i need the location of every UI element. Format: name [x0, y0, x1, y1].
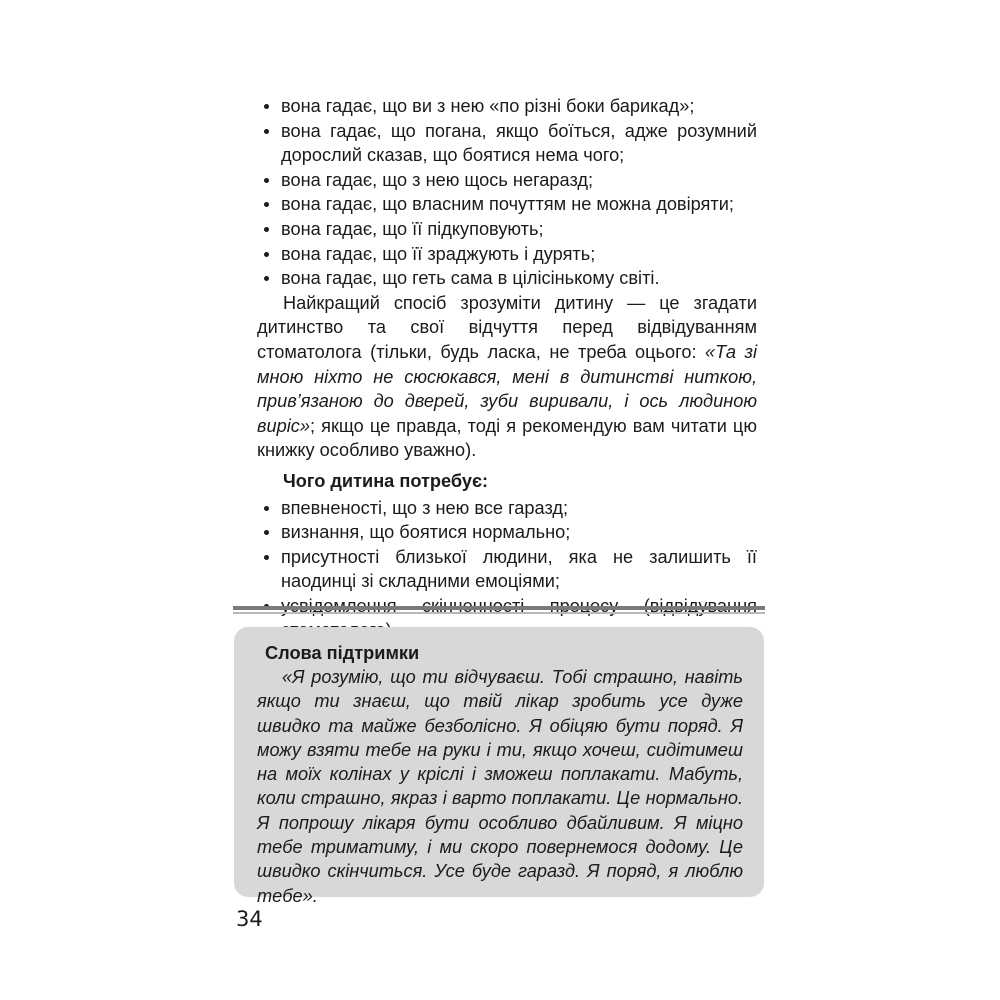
- list-item: вона гадає, що власним почуттям не можна довіряти;: [257, 192, 757, 217]
- page-number: 34: [236, 907, 263, 931]
- section-divider: [233, 606, 765, 610]
- child-thoughts-list: [257, 94, 757, 291]
- list-item: вона гадає, що її зраджують і дурять;: [257, 242, 757, 267]
- paragraph-text-end: ; якщо це правда, тоді я рекомендую вам читати цю книжку особливо уважно).: [257, 415, 757, 461]
- paragraph-text-start: Найкращий спосіб зрозуміти дитину — це згадати дитинство та свої відчуття перед відвідуванням стоматолога (тільки, будь ласка, не треба оцього:: [257, 292, 757, 362]
- section-divider-shadow: [233, 612, 765, 614]
- support-words-box: [234, 627, 764, 906]
- child-needs-list: [257, 496, 757, 644]
- list-item: вона гадає, що ви з нею «по різні боки барикад»;: [257, 94, 757, 119]
- list-item: присутності близької людини, яка не залишить її наодинці зі складними емоціями;: [257, 545, 757, 594]
- list-item: визнання, що боятися нормально;: [257, 520, 757, 545]
- list-item: вона гадає, що з нею щось негаразд;: [257, 168, 757, 193]
- body-paragraph: [257, 291, 757, 463]
- support-box-title: Слова підтримки: [265, 643, 420, 663]
- list-item: вона гадає, що її підкуповують;: [257, 217, 757, 242]
- list-item: впевненості, що з нею все гаразд;: [257, 496, 757, 521]
- support-quote: «Я розумію, що ти відчуваєш. Тобі страшно, навіть якщо ти знаєш, що твій лікар зробить усе дуже швидко та майже безболісно. Я обіцяю бути поряд. Я можу взяти тебе на руки і ти, якщо хочеш, сидітимеш на моїх колінах у кріслі і зможеш поплакати. Мабуть, коли страшно, якраз і варто поплакати. Це нормально. Я попрошу лікаря бути особливо дбайливим. Я міцно тебе триматиму, і ми скоро повернемося додому. Це швидко скінчиться. Усе буде гаразд. Я поряд, я люблю тебе».: [257, 667, 743, 906]
- needs-heading: Чого дитина потребує:: [283, 470, 489, 491]
- main-text-column: [257, 94, 757, 643]
- list-item: вона гадає, що погана, якщо боїться, адже розумний дорослий сказав, що боятися нема чого;: [257, 119, 757, 168]
- paragraph-italic-quote: «Та зі мною ніхто не сюсюкався, мені в дитинстві ниткою, прив’язаною до дверей, зуби виривали, і ось людиною виріс»: [257, 341, 757, 436]
- list-item: вона гадає, що геть сама в цілісінькому світі.: [257, 266, 757, 291]
